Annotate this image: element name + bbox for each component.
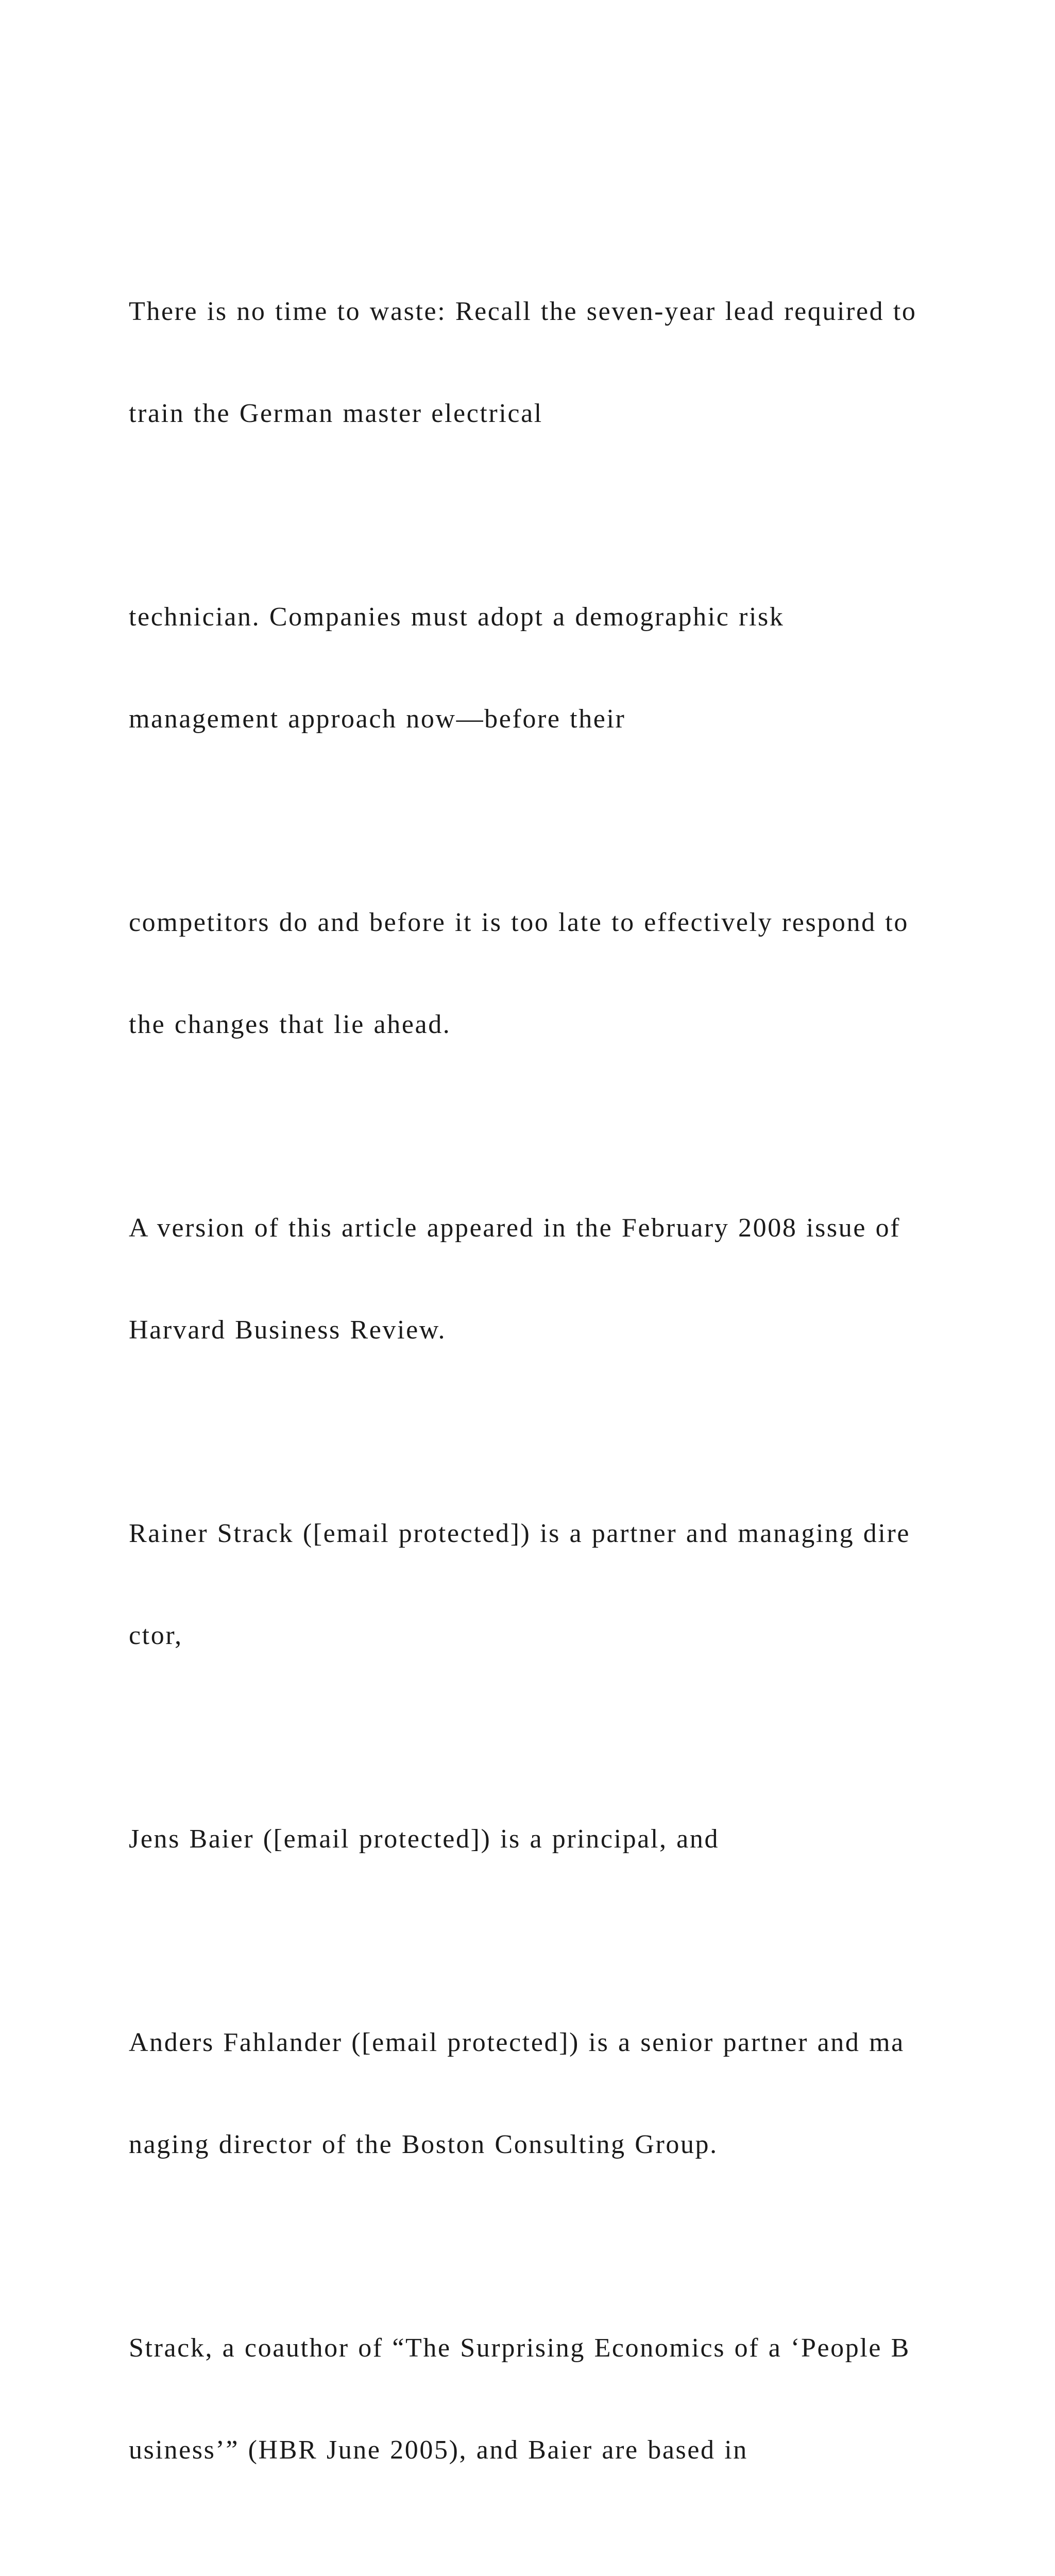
text-line: usiness’” (HBR June 2005), and Baier are based in [129,2435,748,2465]
paragraph-author-baier [129,1754,979,1924]
paragraph-technician [129,532,979,804]
paragraph-coauthor [129,2263,979,2535]
text-line: Harvard Business Review. [129,1315,447,1345]
text-line: management approach now—before their [129,704,626,734]
text-line: There is no time to waste: Recall the seven-year lead required to [129,297,917,326]
text-line: Anders Fahlander ([email protected]) is a senior partner and ma [129,2028,905,2057]
text-line: Jens Baier ([email protected]) is a principal, and [129,1824,720,1854]
text-line: competitors do and before it is too late to effectively respond to [129,908,909,937]
paragraph-author-fahlander [129,1958,979,2230]
text-line: the changes that lie ahead. [129,1010,451,1039]
text-line: naging director of the Boston Consulting Group. [129,2130,718,2159]
text-line: Strack, a coauthor of “The Surprising Economics of a ‘People B [129,2333,910,2363]
document-body [129,227,979,2576]
paragraph-article-version [129,1143,979,1415]
text-line: A version of this article appeared in the February 2008 issue of [129,1213,901,1243]
paragraph-locations [129,2569,979,2576]
paragraph-author-strack [129,1449,979,1721]
text-line: train the German master electrical [129,399,543,428]
text-line: ctor, [129,1621,183,1650]
paragraph-no-time-to-waste [129,227,979,499]
text-line: Rainer Strack ([email protected]) is a partner and managing dire [129,1519,911,1548]
text-line: technician. Companies must adopt a demographic risk [129,602,785,632]
paragraph-competitors [129,838,979,1110]
